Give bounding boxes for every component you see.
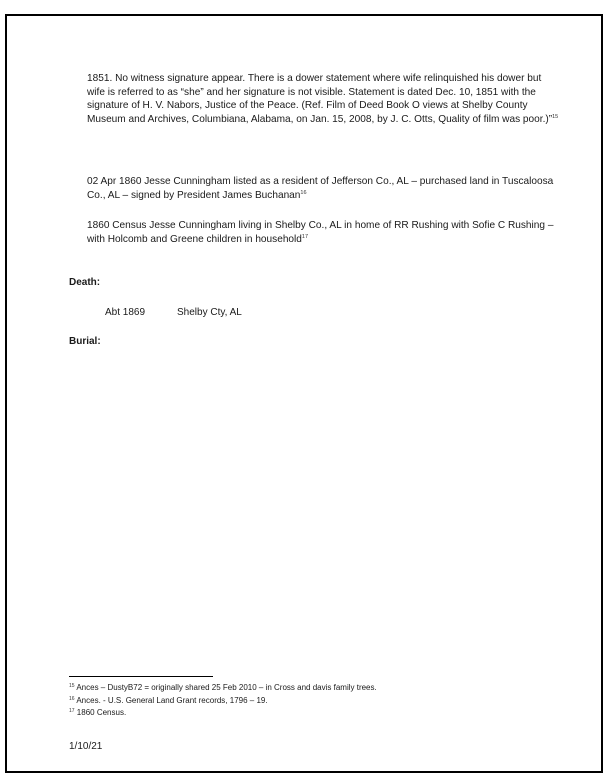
paragraph-1860-land	[87, 175, 559, 202]
footnote-number: 15	[69, 683, 75, 689]
footnote-text: Ances – DustyB72 = originally shared 25 Feb 2010 – in Cross and davis family trees.	[76, 683, 377, 692]
footnote-separator	[69, 676, 213, 677]
footnote-15	[69, 682, 377, 695]
death-place: Shelby Cty, AL	[177, 307, 242, 318]
burial-heading: Burial:	[69, 336, 101, 347]
footnote-number: 17	[69, 708, 75, 714]
death-entry	[105, 307, 242, 318]
paragraph-text: 02 Apr 1860 Jesse Cunningham listed as a resident of Jefferson Co., AL – purchased land in Tuscaloosa Co., AL – signed by President James Buchanan	[87, 176, 554, 201]
death-date: Abt 1869	[105, 307, 146, 318]
footnote-ref: 17	[301, 233, 309, 240]
page-frame	[5, 14, 603, 773]
paragraph-1851-deed	[87, 72, 559, 126]
footnote-number: 16	[69, 695, 75, 702]
paragraph-text: 1851. No witness signature appear. There is a dower statement where wife relinquished his dower but wife is referred to as “she” and her signature is not visible. Statement is dated Dec. 10, 1851 with the signature of H. V. Nabors, Justice of the Peace. (Ref. Film of Deed Book O views at Shelby County Museum and Archives, Columbiana, Alabama, on Jan. 15, 2008, by J. C. Otts, Quality of film was poor.)”	[87, 73, 553, 125]
death-heading: Death:	[69, 277, 101, 288]
paragraph-1860-census	[87, 219, 559, 246]
footnote-ref: 16	[300, 189, 307, 196]
paragraph-text: 1860 Census Jesse Cunningham living in Shelby Co., AL in home of RR Rushing with Sofie C Rushing – with Holcomb and Greene children in household	[87, 220, 554, 245]
footnote-17	[69, 707, 377, 720]
page-date: 1/10/21	[69, 741, 103, 752]
footnote-16	[69, 695, 377, 708]
footnotes	[69, 682, 377, 720]
footnote-text: Ances. - U.S. General Land Grant records, 1796 – 19.	[76, 695, 268, 705]
footnote-text: 1860 Census.	[76, 708, 127, 717]
footnote-ref: 15	[552, 113, 559, 120]
